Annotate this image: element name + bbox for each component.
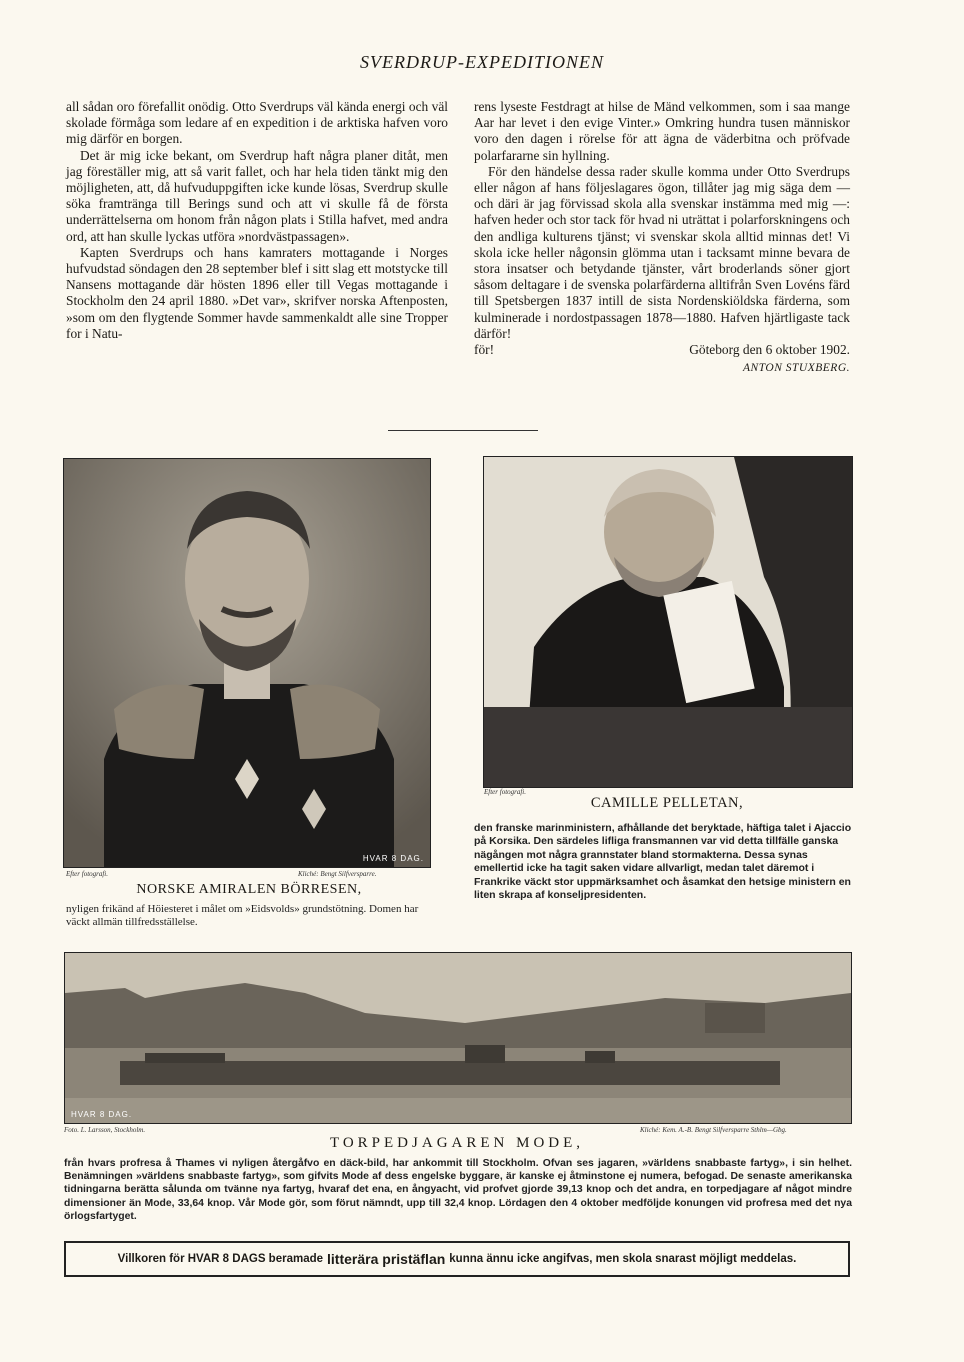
cliche-credit: Kliché: Bengt Silfversparre. [298, 870, 377, 878]
signature-row [474, 342, 850, 358]
torpedo-caption-title: TORPEDJAGAREN MODE, [329, 1135, 585, 1151]
article-paragraph: Kapten Sverdrups och hans kamraters mottagande i Norges hufvudstad söndagen den 28 september blef i sitt slag ett motstycke till Nansens mottagande där hösten 1896 eller till Vegas mottagande i Stockholm den 24 april 1880. »Det var», skrifver norska Aftenposten, »som om den flygtende Sommer havde sammenkaldt alle sine Tropper for i Natu- [66, 244, 448, 341]
cliche-credit: Kliché: Kem. A.-B. Bengt Silfversparre Sthlm—Gbg. [640, 1126, 787, 1134]
notice-text-part3: kunna ännu icke angifvas, men skola snarast möjligt meddelas. [449, 1253, 797, 1265]
notice-text-part1: Villkoren för HVAR 8 DAGS beramade [117, 1253, 324, 1265]
pelletan-image [484, 457, 852, 787]
torpedo-boat-image [65, 953, 851, 1123]
article-author: ANTON STUXBERG. [743, 362, 850, 375]
section-divider [388, 430, 538, 431]
pelletan-caption-text: den franske marinministern, afhållande det beryktade, häftiga talet i Ajaccio på Korsika. Den särdeles lifliga fransmannen var vid detta tillfälle ganska nägången mot några grannstater bland stormakterna. Dessa synas emellertid icke ha tagit saken vidare allvarligt, medan talet däremot i Frankrike väckt stor uppmärksamhet och åsamkat den hetsige ministern en liten skrapa af konseljpresidenten. [474, 822, 852, 902]
notice-text-highlight: litterära pristäflan [327, 1251, 446, 1267]
signature-place-date: Göteborg den 6 oktober 1902. [689, 342, 850, 358]
photo-credit: Efter fotografi. [66, 870, 108, 878]
admiral-caption-text: nyligen frikänd af Höiesteret i målet om »Eidsvolds» grundstötning. Domen har väckt allmän tillfredsställelse. [66, 903, 419, 929]
article-paragraph: Det är mig icke bekant, om Sverdrup haft några planer ditåt, men jag föreställer mig, att så varit fallet, och har hela tiden tänkt mig den möjligheten, att, då hufvuduppgiften icke kunde lösas, Sverdrup skulle söka framtränga till Berings sund och att vi skulle få de första underrättelserna om honom från någon plats i Stilla hafvet, med andra ord, att han skulle lyckas utföra »nordvästpassagen». [66, 147, 448, 244]
article-paragraph: rens lyseste Festdragt at hilse de Mänd velkommen, som i saa mange Aar har levet i den evige Vinter.» Omkring hundra tusen människor voro den dagen i rörelse för att ägna de väderbitna och pröfvade polarfararne sin hyllning. [474, 99, 850, 163]
photo-credit: Efter fotografi. [484, 788, 526, 796]
signature-word: för! [474, 342, 495, 358]
hvar-8-dag-stamp: HVAR 8 DAG. [71, 1110, 133, 1119]
hvar-8-dag-stamp: HVAR 8 DAG. [362, 854, 424, 863]
torpedo-caption-text: från hvars profresa å Thames vi nyligen återgåfvo en däck-bild, har ankommit till Stockholm. Ofvan ses jagaren, »världens snabbaste fartyg», i sin helhet. Benämningen »världens snabbaste fartyg», som gifvits Mode af dess engelske byggare, är kanske ej åtminstone ej numera, befogad. De senaste amerikanska tidningarna berätta sålunda om tvänne nya fartyg, hvaraf det ena, en ångyacht, vid profvet gjorde 39,13 knop och det andra, en torpedjagare af något mindre dimensioner än Mode, 33,64 knop. Vår Mode gör, som förut nämndt, upp till 32,4 knop. Lördagen den 4 oktober medföljde konungen vid profresa med det nya örlogsfartyget. [64, 1158, 852, 1222]
admiral-portrait-photo [63, 458, 431, 868]
torpedo-boat-photo [64, 952, 852, 1124]
article-paragraph: all sådan oro förefallit onödig. Otto Sverdrups väl kända energi och väl skolade förmåga som ledare af en expedition i de arktiska hafven voro mig därför en borgen. [66, 99, 448, 147]
admiral-caption-title: NORSKE AMIRALEN BÖRRESEN, [136, 882, 362, 897]
page-header: SVERDRUP-EXPEDITIONEN [360, 52, 604, 72]
prize-competition-notice [64, 1241, 850, 1277]
pelletan-photo [483, 456, 853, 788]
article-column-left [66, 99, 448, 342]
photo-credit: Foto. L. Larsson, Stockholm. [64, 1126, 146, 1134]
article-paragraph: För den händelse dessa rader skulle komma under Otto Sverdrups eller någon af hans följeslagares ögon, tillåter jag mig säga dem — och däri är jag förvissad skola alla svenskar instämma med mig —: hafven heder och stor tack för hvad ni uträttat i polarforskningens och den andliga kulturens tjänst; vi svenskar skola alltid minnas det! Vi skola icke heller någonsin glömma utan i tacksamt minne bevara de stora insatser och betydande tjänster, vårt broderlands söner gjort såsom deltagare i de svenska polarfärderna alltifrån Sven Lovéns färd till Spetsbergen 1837 intill de sista Nordenskiöldska färderna, som kulminerade i nordostpassagen 1878—1880. Hafven hjärtligaste tack därför! [474, 163, 850, 341]
article-column-right [474, 99, 850, 376]
admiral-portrait-image [64, 459, 430, 867]
pelletan-caption-title: CAMILLE PELLETAN, [590, 795, 744, 811]
